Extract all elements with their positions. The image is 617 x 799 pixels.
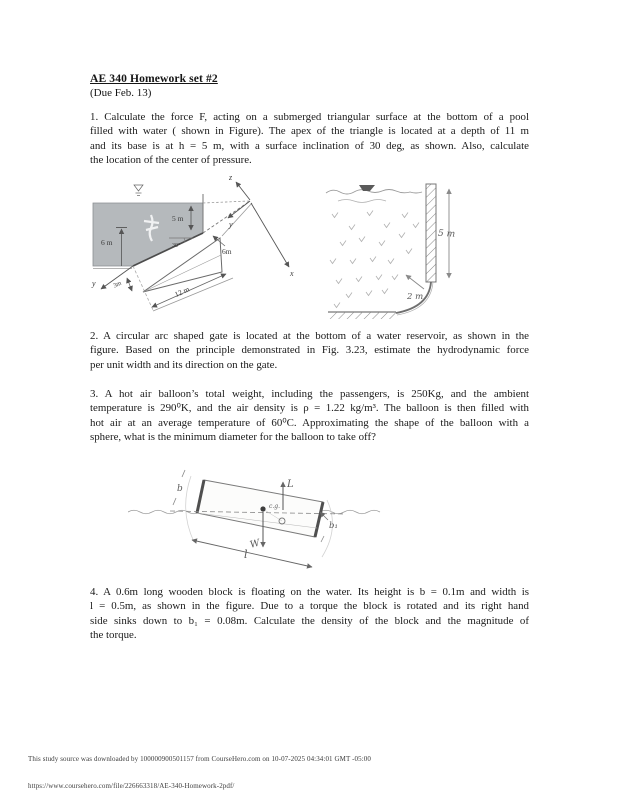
problem-4-line-2: l = 0.5m, as shown in the figure. Due to a torque the block is rotated and its right hand bbox=[90, 600, 529, 613]
problem-1-text bbox=[90, 110, 529, 168]
gate-radius-arrow bbox=[406, 275, 424, 289]
problem-3-line-2: temperature is 290⁰K, and the air density is ρ = 1.22 kg/m³. The balloon is then filled with bbox=[90, 402, 529, 415]
problem-3-line-1: 3. A hot air balloon’s total weight, including the passengers, is 250Kg, and the ambient bbox=[90, 388, 529, 400]
problem-3-text bbox=[90, 387, 529, 445]
problem-1-line-3: and its base is at h = 5 m, with a surface inclination of 30 deg, as shown. Also, calculate bbox=[90, 139, 529, 152]
download-attribution: This study source was downloaded by 100000900501157 from CourseHero.com on 10-07-2025 04:34:01 GMT -05:00 bbox=[28, 755, 371, 763]
ground-hatch bbox=[328, 312, 396, 319]
problem-4-line-1: 4. A 0.6m long wooden block is floating on the water. Its height is b = 0.1m and width is bbox=[90, 586, 529, 598]
problem-4-text bbox=[90, 585, 529, 643]
wooden-block bbox=[197, 480, 323, 537]
problem-1-line-2: filled with water ( shown in Figure). The apex of the triangle is located at a depth of 11 m bbox=[90, 125, 529, 138]
figure-pool-inclined-triangle bbox=[85, 170, 320, 326]
problem-2-text bbox=[90, 329, 529, 372]
axis-y-upper-label: y bbox=[229, 220, 233, 229]
axis-z-label: z bbox=[229, 173, 233, 182]
problem-1-line-1: 1. Calculate the force F, acting on a submerged triangular surface at the bottom of a pool bbox=[90, 111, 529, 123]
problem-4-line-4: the torque. bbox=[90, 629, 137, 642]
problem-4-line-3: side sinks down to b₁ = 0.08m. Calculate the density of the block and the magnitude of bbox=[90, 614, 529, 627]
problem-2-line-2: figure. Based on the principle demonstrated in Fig. 3.23, estimate the hydrodynamic force bbox=[90, 344, 529, 357]
dim-12m-label: 12 m bbox=[173, 284, 191, 299]
reservoir-wall bbox=[426, 184, 436, 282]
height-b-label: b bbox=[177, 484, 183, 494]
dim-5m-label: 5 m bbox=[172, 214, 184, 223]
dim-5m-label: 5 m bbox=[437, 228, 456, 240]
water-marks bbox=[330, 211, 419, 308]
length-label: l bbox=[244, 548, 248, 561]
angle-30-label: 30° bbox=[172, 243, 181, 249]
problem-1-line-4: the location of the center of pressure. bbox=[90, 154, 252, 167]
problem-2-line-3: per unit width and its direction on the gate. bbox=[90, 358, 278, 371]
problem-3-line-4: sphere, what is the minimum diameter for the balloon to take off? bbox=[90, 431, 376, 444]
lift-label: L bbox=[287, 479, 294, 490]
axis-y-lower-label: y bbox=[92, 279, 96, 288]
dim-6m-side-label: 6m bbox=[222, 247, 232, 256]
figure-reservoir-curved-gate bbox=[322, 174, 464, 326]
problem-3-line-3: hot air at an average temperature of 60⁰C. Approximating the shape of the balloon with a bbox=[90, 416, 529, 429]
weight-label: W bbox=[248, 537, 262, 551]
figure-floating-block bbox=[128, 456, 383, 583]
water-surface-icon bbox=[134, 185, 143, 196]
pool-cross-section bbox=[93, 185, 203, 269]
source-url-link[interactable]: https://www.coursehero.com/file/226663318/AE-340-Homework-2pdf/ bbox=[28, 782, 235, 790]
water-surface-line bbox=[326, 190, 422, 195]
document-title: AE 340 Homework set #2 bbox=[90, 72, 218, 85]
center-of-gravity-dot bbox=[260, 506, 265, 511]
cg-label: c.g. bbox=[269, 503, 281, 510]
height-b1-label: b₁ bbox=[329, 521, 338, 531]
dim-3m-label: 3m bbox=[112, 279, 123, 290]
dim-2m-label: 2 m bbox=[407, 292, 424, 302]
dim-6m-left-label: 6 m bbox=[101, 238, 113, 247]
due-date: (Due Feb. 13) bbox=[90, 87, 152, 99]
problem-2-line-1: 2. A circular arc shaped gate is located at the bottom of a water reservoir, as shown in the bbox=[90, 330, 529, 342]
axis-x-label: x bbox=[290, 269, 294, 278]
